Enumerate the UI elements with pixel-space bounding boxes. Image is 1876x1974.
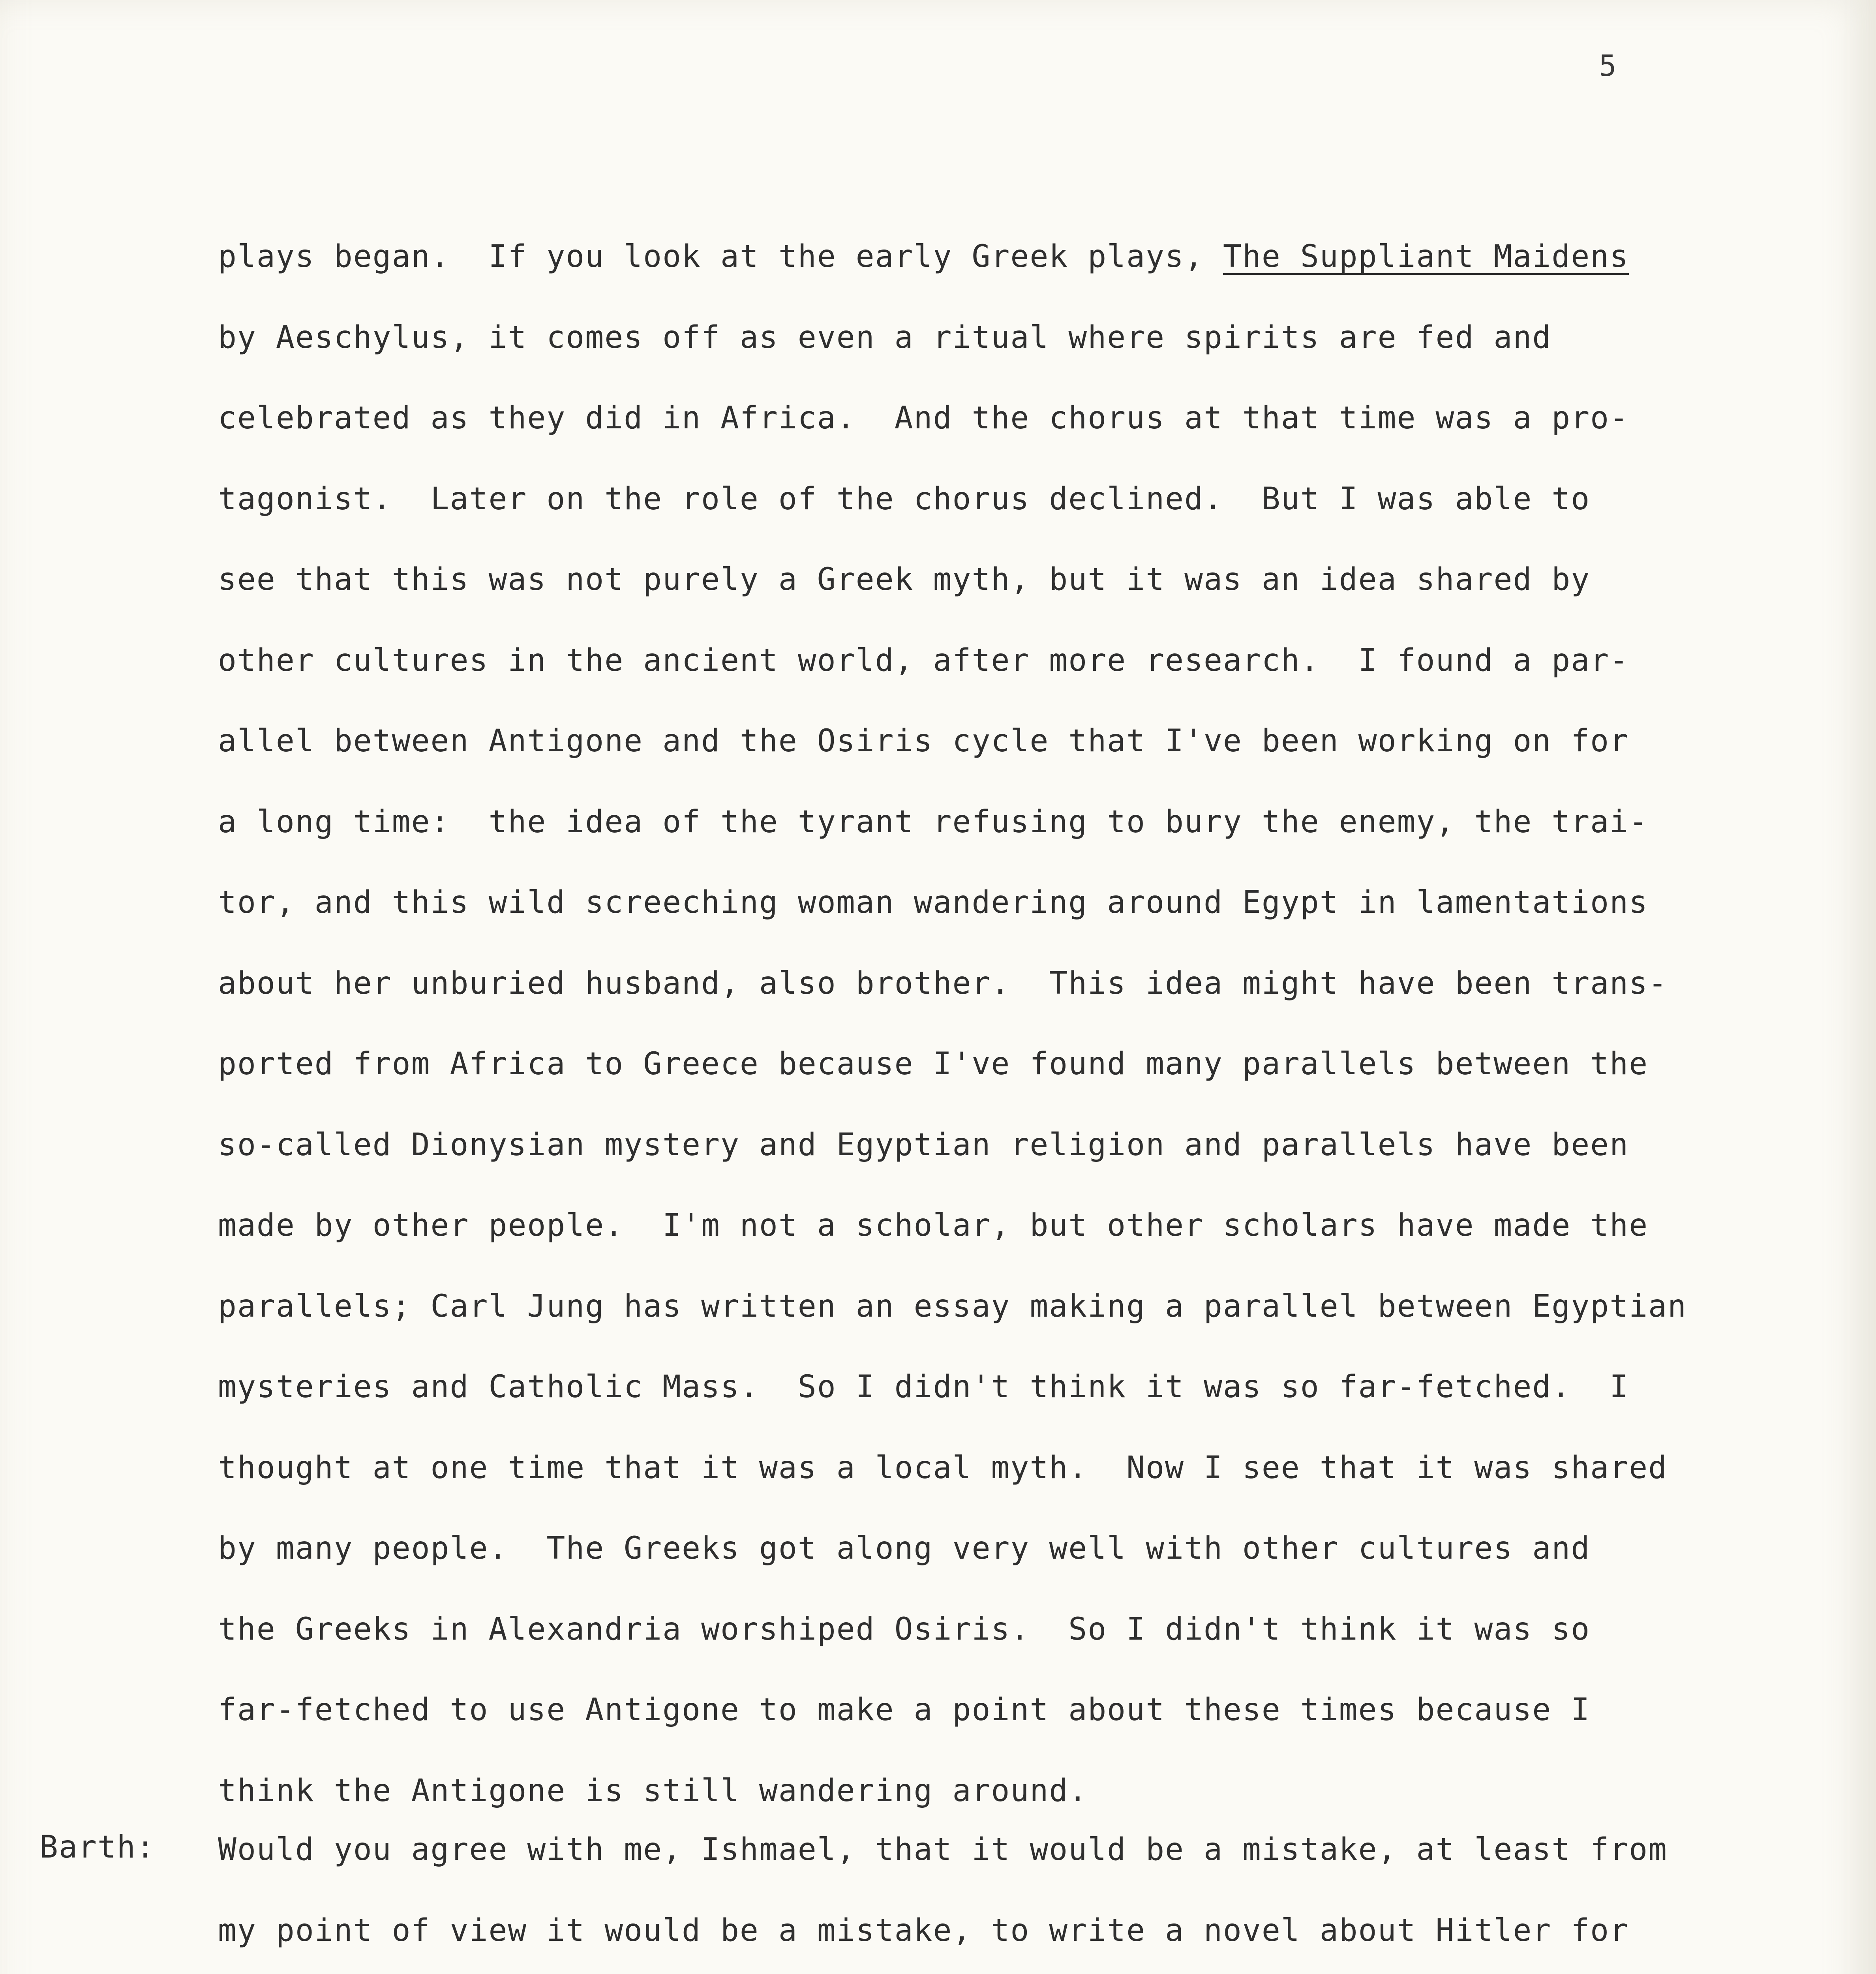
text-line	[218, 1971, 1758, 1974]
text-line: other cultures in the ancient world, after more research. I found a par-	[218, 642, 1629, 678]
narrative-paragraph	[218, 216, 1758, 1831]
page-number: 5	[1599, 49, 1617, 83]
text-line: made by other people. I'm not a scholar, but other scholars have made the	[218, 1208, 1649, 1243]
text-line: thought at one time that it was a local myth. Now I see that it was shared	[218, 1450, 1668, 1486]
text-line: think the Antigone is still wandering around.	[218, 1773, 1088, 1809]
text-line: mysteries and Catholic Mass. So I didn't think it was so far-fetched. I	[218, 1369, 1629, 1405]
text-line: a long time: the idea of the tyrant refusing to bury the enemy, the trai-	[218, 804, 1649, 840]
text-line: tor, and this wild screeching woman wandering around Egypt in lamentations	[218, 885, 1649, 920]
text-line: the Greeks in Alexandria worshiped Osiris. So I didn't think it was so	[218, 1611, 1591, 1647]
text-line: about her unburied husband, also brother. This idea might have been trans-	[218, 965, 1668, 1001]
speaker-paragraph	[218, 1809, 1758, 1974]
text-line: tagonist. Later on the role of the chorus declined. But I was able to	[218, 481, 1591, 517]
text-line: see that this was not purely a Greek myth, but it was an idea shared by	[218, 562, 1591, 597]
text-line: by Aeschylus, it comes off as even a ritual where spirits are fed and	[218, 319, 1552, 355]
play-title-underlined: The Suppliant Maidens	[1223, 239, 1629, 274]
text-line: my point of view it would be a mistake, to write a novel about Hitler for	[218, 1912, 1629, 1948]
text-line: far-fetched to use Antigone to make a point about these times because I	[218, 1692, 1591, 1728]
text-line: ported from Africa to Greece because I've found many parallels between the	[218, 1046, 1649, 1082]
text-line: by many people. The Greeks got along very well with other cultures and	[218, 1531, 1591, 1566]
text-line: parallels; Carl Jung has written an essay making a parallel between Egyptian	[218, 1288, 1687, 1324]
text-line	[218, 216, 1758, 297]
text-line: Would you agree with me, Ishmael, that it would be a mistake, at least from	[218, 1832, 1668, 1867]
line-text: plays began. If you look at the early Greek plays,	[218, 239, 1223, 274]
text-line: celebrated as they did in Africa. And the chorus at that time was a pro-	[218, 400, 1629, 436]
speaker-label: Barth:	[39, 1830, 156, 1865]
text-line: allel between Antigone and the Osiris cycle that I've been working on for	[218, 723, 1629, 759]
text-line: so-called Dionysian mystery and Egyptian religion and parallels have been	[218, 1127, 1629, 1163]
